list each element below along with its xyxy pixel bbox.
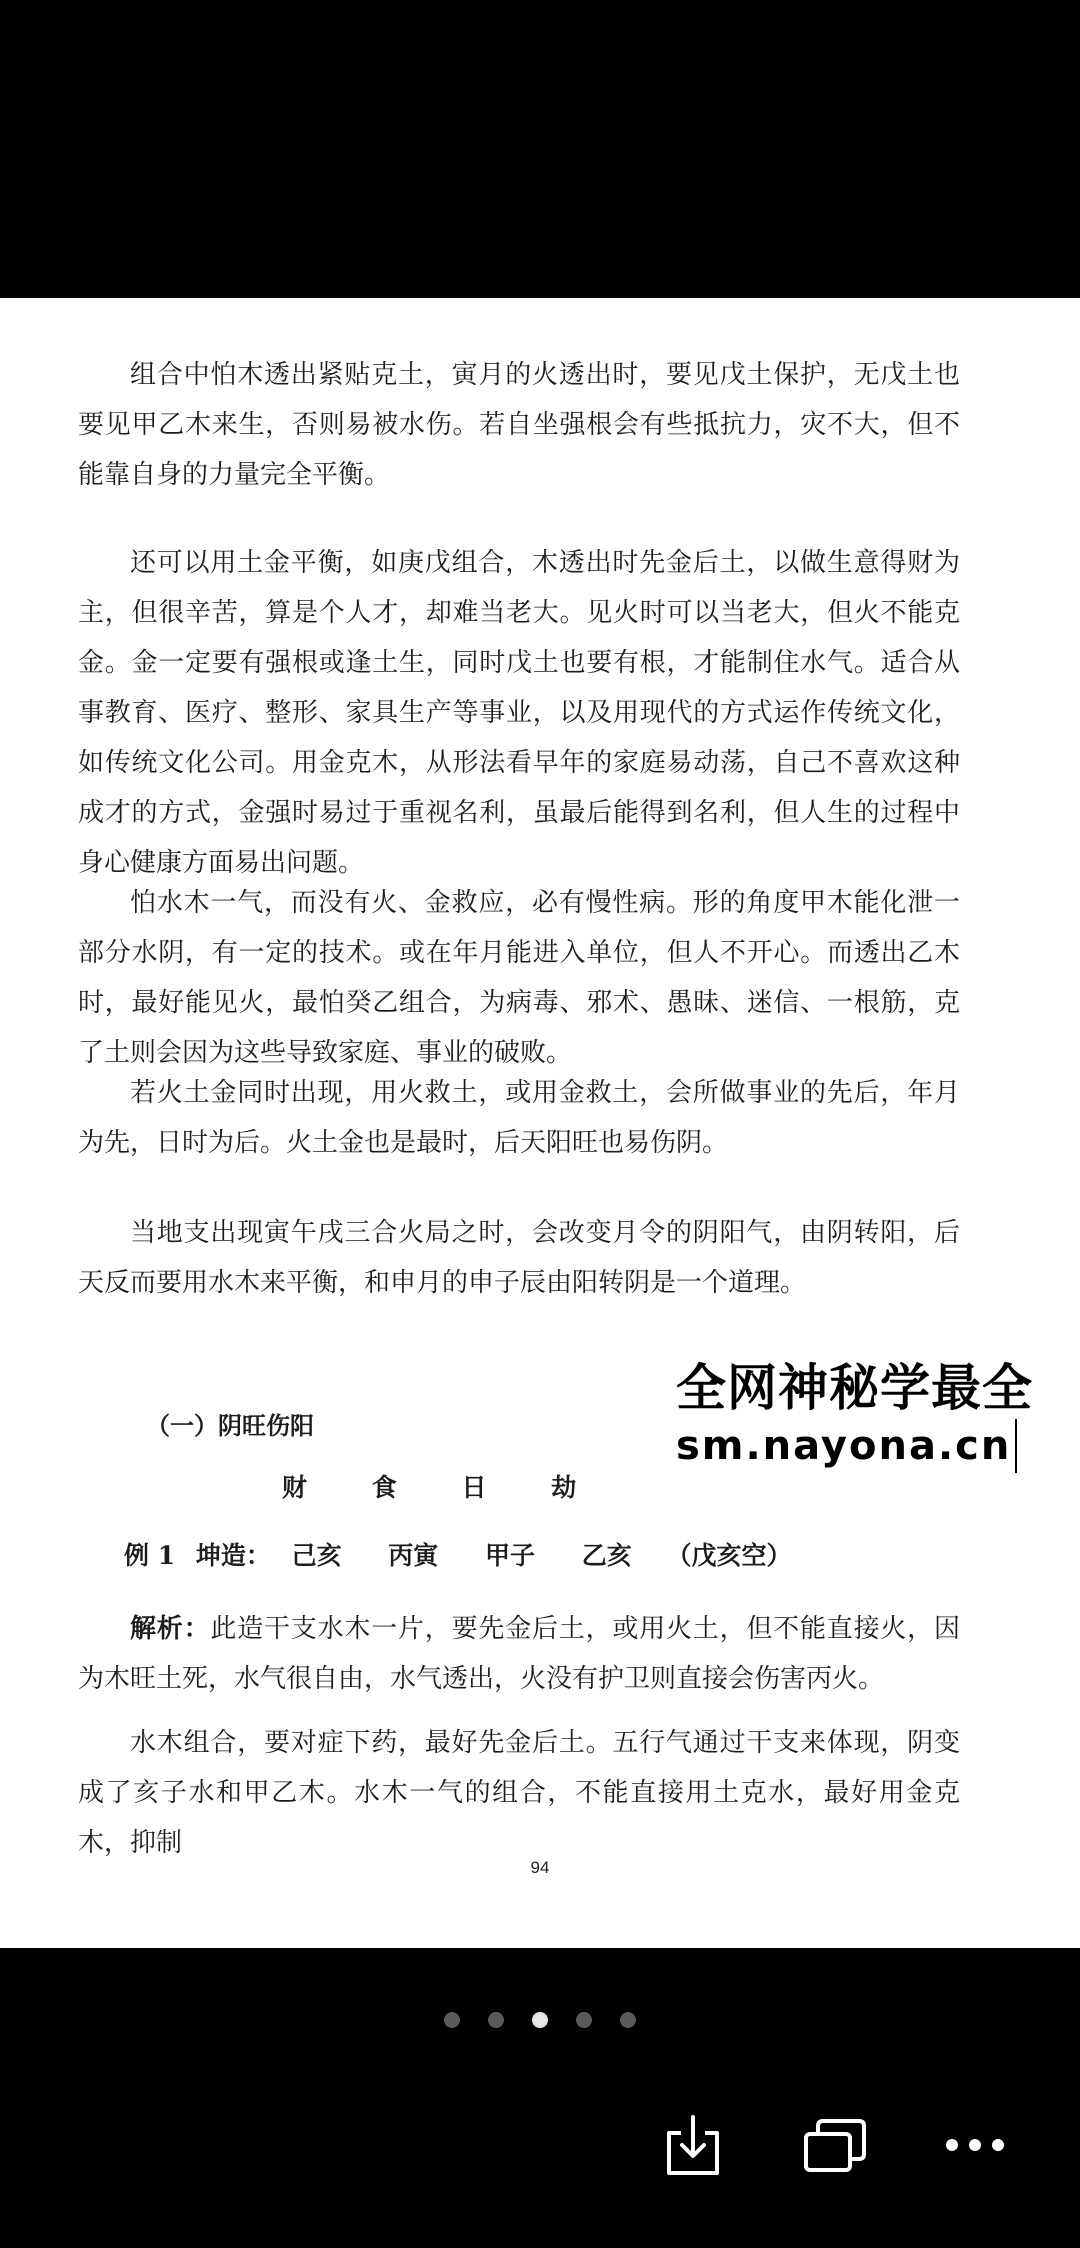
example-gender: 坤造： — [195, 1541, 271, 1570]
example-label: 例 1 — [124, 1541, 176, 1570]
pillar-day: 甲子 — [485, 1541, 536, 1570]
page-number: 94 — [530, 1858, 550, 1877]
page-dot[interactable] — [444, 2012, 460, 2028]
chart-label: 食 — [371, 1473, 399, 1502]
page-dot[interactable] — [576, 2012, 592, 2028]
analysis-label: 解析： — [130, 1614, 211, 1644]
analysis-text: 此造干支水木一片，要先金后土，或用火土，但不能直接火，因为木旺土死，水气很自由，水气透出，火没有护卫则直接会伤害丙火。 — [78, 1614, 960, 1694]
example-note: （戊亥空） — [666, 1541, 792, 1570]
pillar-year: 己亥 — [291, 1541, 342, 1570]
multi-window-button[interactable] — [800, 2110, 870, 2180]
section-heading: （一）阴旺伤阳 — [146, 1411, 314, 1440]
paragraph-3: 怕水木一气，而没有火、金救应，必有慢性病。形的角度甲木能化泄一部分水阴，有一定的技术。或在年月能进入单位，但人不开心。而透出乙木时，最好能见火，最怕癸乙组合，为病毒、邪术、愚昧、迷信、一根筋，克了土则会因为这些导致家庭、事业的破败。 — [78, 888, 960, 1068]
watermark-url: sm.nayona.cn — [676, 1419, 1017, 1473]
chart-label: 财 — [282, 1473, 310, 1502]
example-line — [124, 1536, 792, 1572]
document-page — [0, 298, 1080, 1948]
paragraph-4: 若火土金同时出现，用火救土，或用金救土，会所做事业的先后，年月为先，日时为后。火土金也是最时，后天阳旺也易伤阴。 — [78, 1078, 960, 1158]
page-dot[interactable] — [620, 2012, 636, 2028]
more-button[interactable] — [940, 2110, 1010, 2180]
more-icon — [943, 2135, 1007, 2155]
chart-label: 劫 — [551, 1473, 579, 1502]
page-indicator — [0, 2012, 1080, 2028]
paragraph-last: 水木组合，要对症下药，最好先金后土。五行气通过干支来体现，阴变成了亥子水和甲乙木。水木一气的组合，不能直接用土克水，最好用金克木，抑制 — [78, 1728, 960, 1858]
chart-label: 日 — [461, 1473, 489, 1502]
pillar-hour: 乙亥 — [581, 1541, 632, 1570]
download-icon — [663, 2113, 723, 2177]
paragraph-5: 当地支出现寅午戌三合火局之时，会改变月令的阴阳气，由阴转阳，后天反而要用水木来平衡，和申月的申子辰由阳转阴是一个道理。 — [78, 1218, 960, 1298]
analysis-paragraph — [78, 1604, 960, 1704]
paragraph-2: 还可以用土金平衡，如庚戊组合，木透出时先金后土，以做生意得财为主，但很辛苦，算是个人才，却难当老大。见火时可以当老大，但火不能克金。金一定要有强根或逢土生，同时戊土也要有根，才能制住水气。适合从事教育、医疗、整形、家具生产等事业，以及用现代的方式运作传统文化，如传统文化公司。用金克木，从形法看早年的家庭易动荡，自己不喜欢这种成才的方式，金强时易过于重视名利，虽最后能得到名利，但人生的过程中身心健康方面易出问题。 — [78, 548, 960, 878]
watermark — [668, 1353, 1041, 1479]
download-button[interactable] — [658, 2110, 728, 2180]
multi-window-icon — [802, 2116, 868, 2174]
page-dot-active[interactable] — [532, 2012, 548, 2028]
paragraph-1: 组合中怕木透出紧贴克土，寅月的火透出时，要见戊土保护，无戊土也要见甲乙木来生，否则易被水伤。若自坐强根会有些抵抗力，灾不大，但不能靠自身的力量完全平衡。 — [78, 360, 960, 490]
page-dot[interactable] — [488, 2012, 504, 2028]
watermark-title: 全网神秘学最全 — [676, 1359, 1033, 1417]
chart-labels-row — [282, 1468, 630, 1504]
pillar-month: 丙寅 — [388, 1541, 439, 1570]
